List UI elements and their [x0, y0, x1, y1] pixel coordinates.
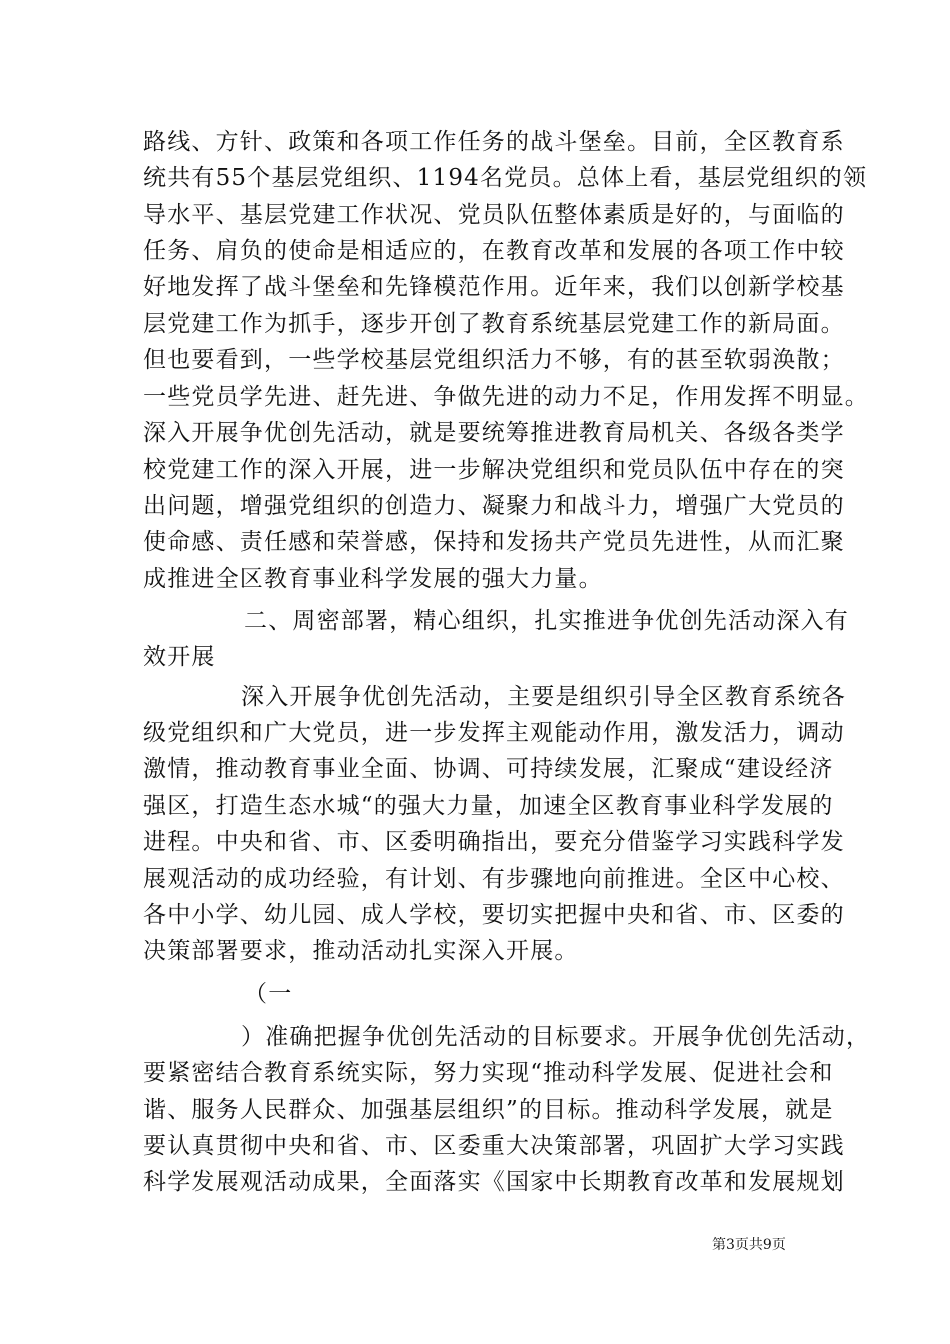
paragraph-line: 级党组织和广大党员，进一步发挥主观能动作用，激发活力，调动: [143, 720, 845, 746]
paragraph-line: 各中小学、幼儿园、成人学校，要切实把握中央和省、市、区委的: [143, 902, 845, 928]
paragraph-line: 使命感、责任感和荣誉感，保持和发扬共产党员先进性，从而汇聚: [143, 529, 845, 555]
paragraph-line: 任务、肩负的使命是相适应的，在教育改革和发展的各项工作中较: [143, 238, 845, 264]
paragraph-line: 一些党员学先进、赶先进、争做先进的动力不足，作用发挥不明显。: [143, 384, 869, 410]
paragraph-line: 校党建工作的深入开展，进一步解决党组织和党员队伍中存在的突: [143, 457, 845, 483]
paragraph-line: 好地发挥了战斗堡垒和先锋模范作用。近年来，我们以创新学校基: [143, 274, 845, 300]
paragraph-line: 深入开展争优创先活动，主要是组织引导全区教育系统各: [241, 684, 846, 710]
page-number: 第3页共9页: [712, 1237, 786, 1253]
paragraph-line: 展观活动的成功经验，有计划、有步骤地向前推进。全区中心校、: [143, 866, 845, 892]
paragraph-line: 要认真贯彻中央和省、市、区委重大决策部署，巩固扩大学习实践: [143, 1133, 845, 1159]
section-heading-continued: 效开展: [143, 644, 216, 670]
section-heading: 二、周密部署，精心组织，扎实推进争优创先活动深入有: [244, 608, 849, 634]
paragraph-line: 要紧密结合教育系统实际，努力实现“推动科学发展、促进社会和: [143, 1060, 834, 1086]
paragraph-line: ）准确把握争优创先活动的目标要求。开展争优创先活动，: [241, 1024, 871, 1050]
paragraph-line: 科学发展观活动成果，全面落实《国家中长期教育改革和发展规划: [143, 1169, 845, 1195]
paragraph-line: 成推进全区教育事业科学发展的强大力量。: [143, 566, 603, 592]
paragraph-line: 出问题，增强党组织的创造力、凝聚力和战斗力，增强广大党员的: [143, 493, 845, 519]
paragraph-line: 强区，打造生态水城“的强大力量，加速全区教育事业科学发展的: [143, 793, 834, 819]
paragraph-line: 层党建工作为抓手，逐步开创了教育系统基层党建工作的新局面。: [143, 311, 845, 337]
paragraph-line: 导水平、基层党建工作状况、党员队伍整体素质是好的，与面临的: [143, 202, 845, 228]
paragraph-line: 激情，推动教育事业全面、协调、可持续发展，汇聚成“建设经济: [143, 756, 834, 782]
paragraph-line: 决策部署要求，推动活动扎实深入开展。: [143, 938, 579, 964]
paragraph-line: 路线、方针、政策和各项工作任务的战斗堡垒。目前，全区教育系: [143, 129, 845, 155]
list-marker: （一: [244, 981, 293, 1007]
paragraph-line: 统共有55个基层党组织、1194名党员。总体上看，基层党组织的领: [143, 165, 868, 191]
paragraph-line: 深入开展争优创先活动，就是要统筹推进教育局机关、各级各类学: [143, 420, 845, 446]
paragraph-line: 但也要看到，一些学校基层党组织活力不够，有的甚至软弱涣散；: [143, 347, 845, 373]
paragraph-line: 进程。中央和省、市、区委明确指出，要充分借鉴学习实践科学发: [143, 829, 845, 855]
paragraph-line: 谐、服务人民群众、加强基层组织”的目标。推动科学发展，就是: [143, 1097, 834, 1123]
